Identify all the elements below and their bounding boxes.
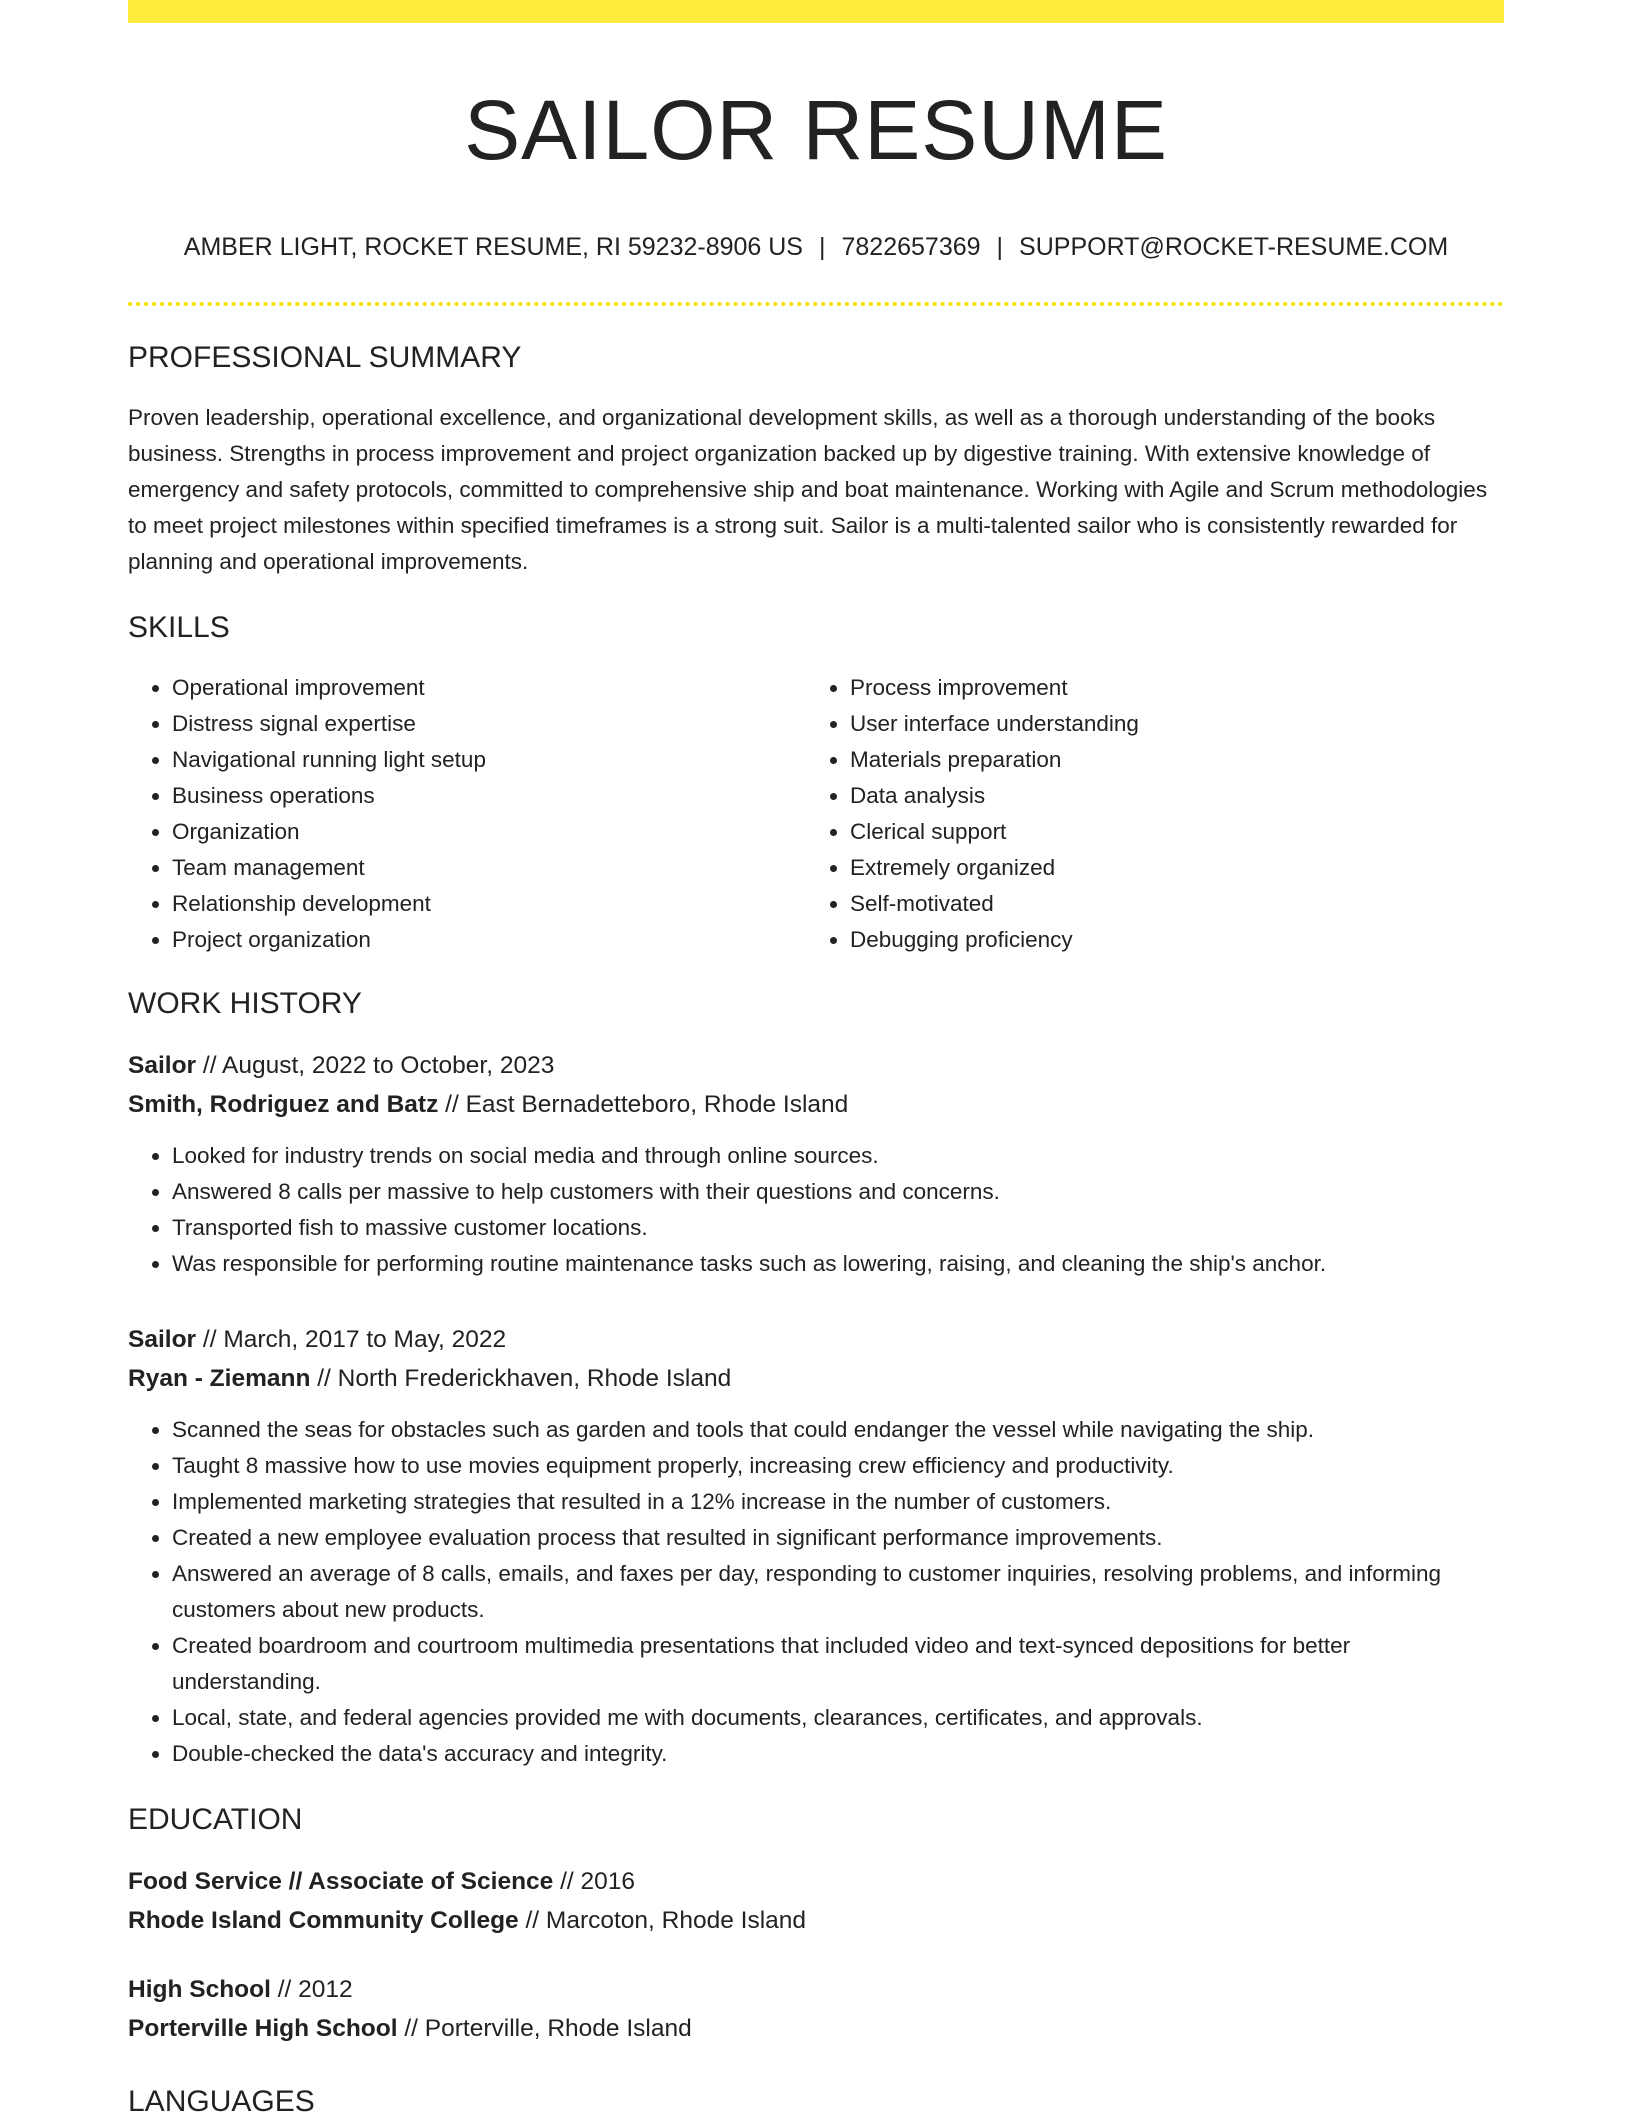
skill-item: • Business operations [172, 778, 806, 814]
header-divider [128, 302, 1504, 306]
job-bullet: • Transported fish to massive customer locations. [172, 1210, 1504, 1246]
education-heading: EDUCATION [128, 1803, 303, 1836]
job-role: Sailor [128, 1052, 197, 1079]
education-location: // Porterville, Rhode Island [404, 2015, 692, 2042]
skill-item: • Distress signal expertise [172, 706, 806, 742]
contact-email: SUPPORT@ROCKET-RESUME.COM [1019, 233, 1449, 261]
education-school-line [128, 1901, 1504, 1940]
job-location: // East Bernadetteboro, Rhode Island [445, 1091, 849, 1118]
job-role: Sailor [128, 1326, 197, 1353]
skill-item: • Project organization [172, 922, 806, 958]
education-degree-line [128, 1970, 1504, 2009]
skill-item: • Team management [172, 850, 806, 886]
skill-item: • Navigational running light setup [172, 742, 806, 778]
resume-content [128, 0, 1504, 2112]
contact-line [128, 232, 1504, 262]
job-bullet: • Was responsible for performing routine maintenance tasks such as lowering, raising, and cleaning the ship's anchor. [172, 1246, 1504, 1282]
education-school: Rhode Island Community College [128, 1907, 519, 1934]
job-bullet: • Taught 8 massive how to use movies equipment properly, increasing crew efficiency and productivity. [172, 1448, 1504, 1484]
job-bullet: • Answered an average of 8 calls, emails, and faxes per day, responding to customer inquiries, resolving problems, and informing customers about new products. [172, 1556, 1504, 1628]
skill-item: • Process improvement [850, 670, 1484, 706]
job-company-line [128, 1085, 1504, 1124]
job-entry [128, 1046, 1504, 1282]
skill-item: • Operational improvement [172, 670, 806, 706]
skill-item: • Data analysis [850, 778, 1484, 814]
contact-separator: | [996, 233, 1004, 261]
job-bullets [128, 1138, 1504, 1282]
skill-item: • Materials preparation [850, 742, 1484, 778]
education-degree: High School [128, 1976, 271, 2003]
skills-column-right [806, 670, 1484, 958]
job-company: Ryan - Ziemann [128, 1365, 311, 1392]
job-bullet: • Created a new employee evaluation process that resulted in significant performance improvements. [172, 1520, 1504, 1556]
job-bullet: • Created boardroom and courtroom multimedia presentations that included video and text-synced depositions for better understanding. [172, 1628, 1504, 1700]
work-history-heading: WORK HISTORY [128, 987, 362, 1020]
job-title-line [128, 1046, 1504, 1085]
skill-item: • Organization [172, 814, 806, 850]
job-title-line [128, 1320, 1504, 1359]
education-degree-line [128, 1862, 1504, 1901]
summary-heading: PROFESSIONAL SUMMARY [128, 341, 522, 374]
skill-item: • Relationship development [172, 886, 806, 922]
job-dates: // March, 2017 to May, 2022 [202, 1326, 507, 1353]
job-entry [128, 1320, 1504, 1772]
education-school: Porterville High School [128, 2015, 398, 2042]
job-bullet: • Answered 8 calls per massive to help customers with their questions and concerns. [172, 1174, 1504, 1210]
skill-item: • Clerical support [850, 814, 1484, 850]
job-bullets [128, 1412, 1504, 1772]
job-dates: // August, 2022 to October, 2023 [202, 1052, 555, 1079]
skill-item: • Extremely organized [850, 850, 1484, 886]
contact-separator: | [819, 233, 826, 261]
education-location: // Marcoton, Rhode Island [525, 1907, 807, 1934]
job-bullet: • Implemented marketing strategies that resulted in a 12% increase in the number of customers. [172, 1484, 1504, 1520]
job-location: // North Frederickhaven, Rhode Island [317, 1365, 732, 1392]
education-entry [128, 1862, 1504, 1940]
job-bullet: • Scanned the seas for obstacles such as garden and tools that could endanger the vessel while navigating the ship. [172, 1412, 1504, 1448]
education-entry [128, 1970, 1504, 2048]
job-company-line [128, 1359, 1504, 1398]
languages-heading: LANGUAGES [128, 2085, 315, 2112]
skill-item: • Debugging proficiency [850, 922, 1484, 958]
education-school-line [128, 2009, 1504, 2048]
contact-address: AMBER LIGHT, ROCKET RESUME, RI 59232-8906 US [183, 233, 803, 261]
education-degree: Food Service // Associate of Science [128, 1868, 554, 1895]
education-year: // 2016 [560, 1868, 636, 1895]
job-bullet: • Local, state, and federal agencies provided me with documents, clearances, certificates, and approvals. [172, 1700, 1504, 1736]
resume-name: SAILOR RESUME [464, 83, 1168, 177]
skill-item: • User interface understanding [850, 706, 1484, 742]
skills-heading: SKILLS [128, 611, 230, 644]
contact-phone: 7822657369 [841, 233, 981, 261]
education-year: // 2012 [277, 1976, 353, 2003]
skills-list [128, 670, 1504, 958]
job-bullet: • Double-checked the data's accuracy and integrity. [172, 1736, 1504, 1772]
summary-text: Proven leadership, operational excellence, and organizational development skills, as well as a thorough understanding of the books business. Strengths in process improvement and project organization backed up by digestive training. With extensive knowledge of emergency and safety protocols, committed to comprehensive ship and boat maintenance. Working with Agile and Scrum methodologies to meet project milestones within specified timeframes is a strong suit. Sailor is a multi-talented sailor who is consistently rewarded for planning and operational improvements. [128, 405, 1488, 574]
skill-item: • Self-motivated [850, 886, 1484, 922]
job-bullet: • Looked for industry trends on social media and through online sources. [172, 1138, 1504, 1174]
skills-column-left [128, 670, 806, 958]
job-company: Smith, Rodriguez and Batz [128, 1091, 439, 1118]
